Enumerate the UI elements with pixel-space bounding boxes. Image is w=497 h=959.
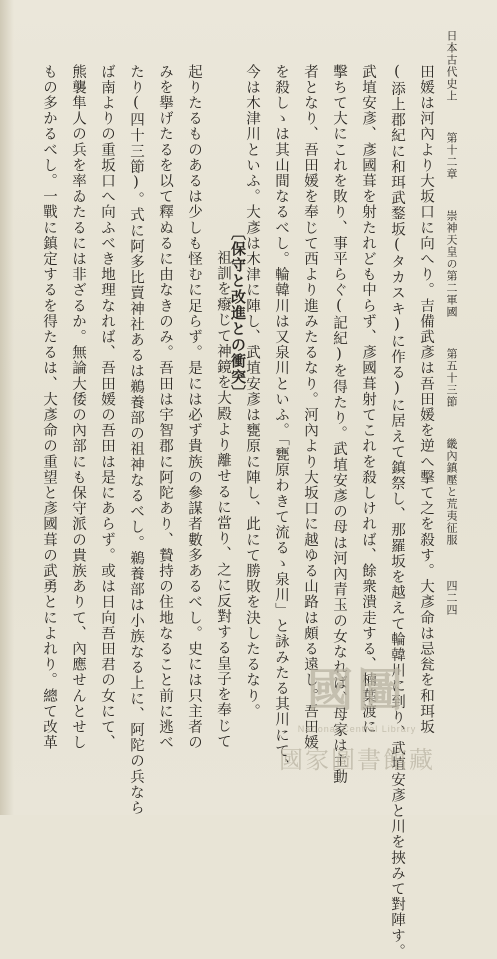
header-section: 第五十三節 — [445, 348, 458, 408]
text-column-9: 起りたるものあるは少しも怪むに足らず。是には必ず貴族の參謀者數多あるべし。史には只主者の — [186, 64, 202, 751]
section-subheading: 〔保守と改進との衝突〕 — [229, 225, 247, 401]
text-column-1: 田媛は河內より大坂口に向へり。吉備武彥は吾田媛を逆へ擊て之を殺す。大彥命は忌瓮を和珥坂 — [418, 64, 434, 735]
text-column-4: 擊ちて大にこれを敗り、事平らぐ(記紀)を得たり。武埴安彥の母は河內青玉の女なれば、母家は主動 — [331, 64, 347, 785]
text-column-8: 祖訓を癈じて神鏡を大殿より離せるに當り、之に反對する皇子を奉じて — [215, 250, 231, 750]
text-column-3: 武埴安彥、彥國葺を射たれども中らず、彥國葺射てこれを殺しければ、餘衆潰走する、楠葉渡に — [360, 64, 376, 735]
text-column-5: 者となり、吾田媛を奉じて西より進みたるなり。河內より大坂口に越ゆる山路は頗る遠し。吾田媛 — [302, 64, 318, 751]
text-column-13: 熊襲隼人の兵を率ゐたるには非ざるか。無論大倭の內部にも保守派の貴族ありて、內應せんとせし — [70, 64, 86, 751]
header-chapter-title: 崇神天皇の第二軍國 — [445, 210, 458, 318]
running-header — [443, 30, 459, 632]
header-page-number: 四二四 — [445, 580, 458, 616]
text-column-7: 今は木津川といふ。大彥は木津に陣し、武埴安彥は甕原に陣し、此にて勝敗を決したるなり。 — [244, 64, 260, 720]
header-chapter: 第十二章 — [445, 132, 458, 180]
text-column-10: みを擧げたるを以て釋ぬるに由なきのみ。吾田は宇智郡に阿陀あり、贄持の住地なること前に逃べ — [157, 64, 173, 751]
watermark-english-text: National Central Library — [297, 724, 417, 734]
watermark-big-text: 國圖 — [307, 663, 407, 717]
text-column-12: ば南よりの重坂口へ向ふべき地理なれば、吾田媛の吾田は是にあらず。或は日向吾田君の女にて、 — [99, 64, 115, 751]
watermark-small-text: 國家圖書館藏 — [279, 746, 435, 774]
text-column-14: もの多かるべし。一戰に鎮定するを得たるは、大彥命の重望と彥國葺の武勇とによれり。總て改革 — [41, 64, 57, 751]
page-spine-shadow — [0, 0, 14, 815]
text-column-6: を殺しゝは其山間なるべし。輪韓川は又泉川といふ。「甕原わきて流るゝ泉川」と詠みたる其川にて、 — [273, 64, 289, 775]
header-book-title: 日本古代史上 — [445, 30, 458, 102]
header-section-title: 畿內鎮壓と荒夷征服 — [445, 438, 458, 546]
text-column-11: たり(四十三節)。式に阿多比賣神社あるは鵜養部の祖神なるべし。鵜養部は小族なる上に、阿陀の兵なら — [128, 64, 144, 816]
text-column-2: (添上郡紀に和珥武鍪坂(タカスキ)に作る)に居えて鎮祭し、那羅坂を越えて輪韓川に到り、武埴安彥と川を挾みて對陣す。 — [389, 64, 405, 959]
